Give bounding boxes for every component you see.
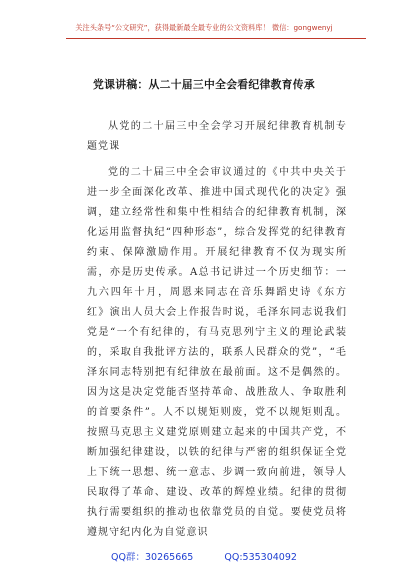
subtitle-paragraph: 从党的二十届三中全会学习开展纪律教育机制专题党课 bbox=[87, 121, 347, 152]
header-divider bbox=[66, 38, 366, 39]
footer-qq-group: QQ群：30265665 bbox=[111, 552, 194, 563]
body-paragraph: 党的二十届三中全会审议通过的《中共中央关于进一步全面深化改革、推进中国式现代化的决定》强调，建立经常性和集中性相结合的纪律教育机制，深化运用监督执纪“四种形态”，综合发挥党的纪律教育约束、保障激励作用。开展纪律教育不仅为现实所需，亦是历史传承。A总书记讲过一个历史细节：一九六四年十月，周恩来同志在音乐舞蹈史诗《东方红》演出人员大会上作报告时说，毛泽东同志说我们党是“一个有纪律的，有马克思列宁主义的理论武装的，采取自我批评方法的，联系人民群众的党”，“毛泽东同志特别把有纪律放在最前面。这不是偶然的。因为这是决定党能否坚持革命、战胜敌人、争取胜利的首要条件”。人不以规矩则废，党不以规矩则乱。按照马克思主义建党原则建立起来的中国共产党，不断加强纪律建设，以铁的纪律与严密的组织保证全党上下统一思想、统一意志、步调一致向前进，领导人民取得了革命、建设、改革的辉煌业绩。纪律的贯彻执行需要组织的推动也依靠党员的自觉。要使党员将遵规守纪内化为自觉意识 bbox=[87, 167, 347, 538]
document-title: 党课讲稿：从二十届三中全会看纪律教育传承 bbox=[93, 78, 315, 91]
header-note: 关注头条号“公文研究”，获得最新最全最专业的公文资料库！ 微信：gongwenyj bbox=[75, 23, 333, 32]
footer bbox=[0, 549, 408, 563]
footer-qq: QQ:535304092 bbox=[224, 552, 297, 563]
document-body bbox=[87, 117, 347, 543]
